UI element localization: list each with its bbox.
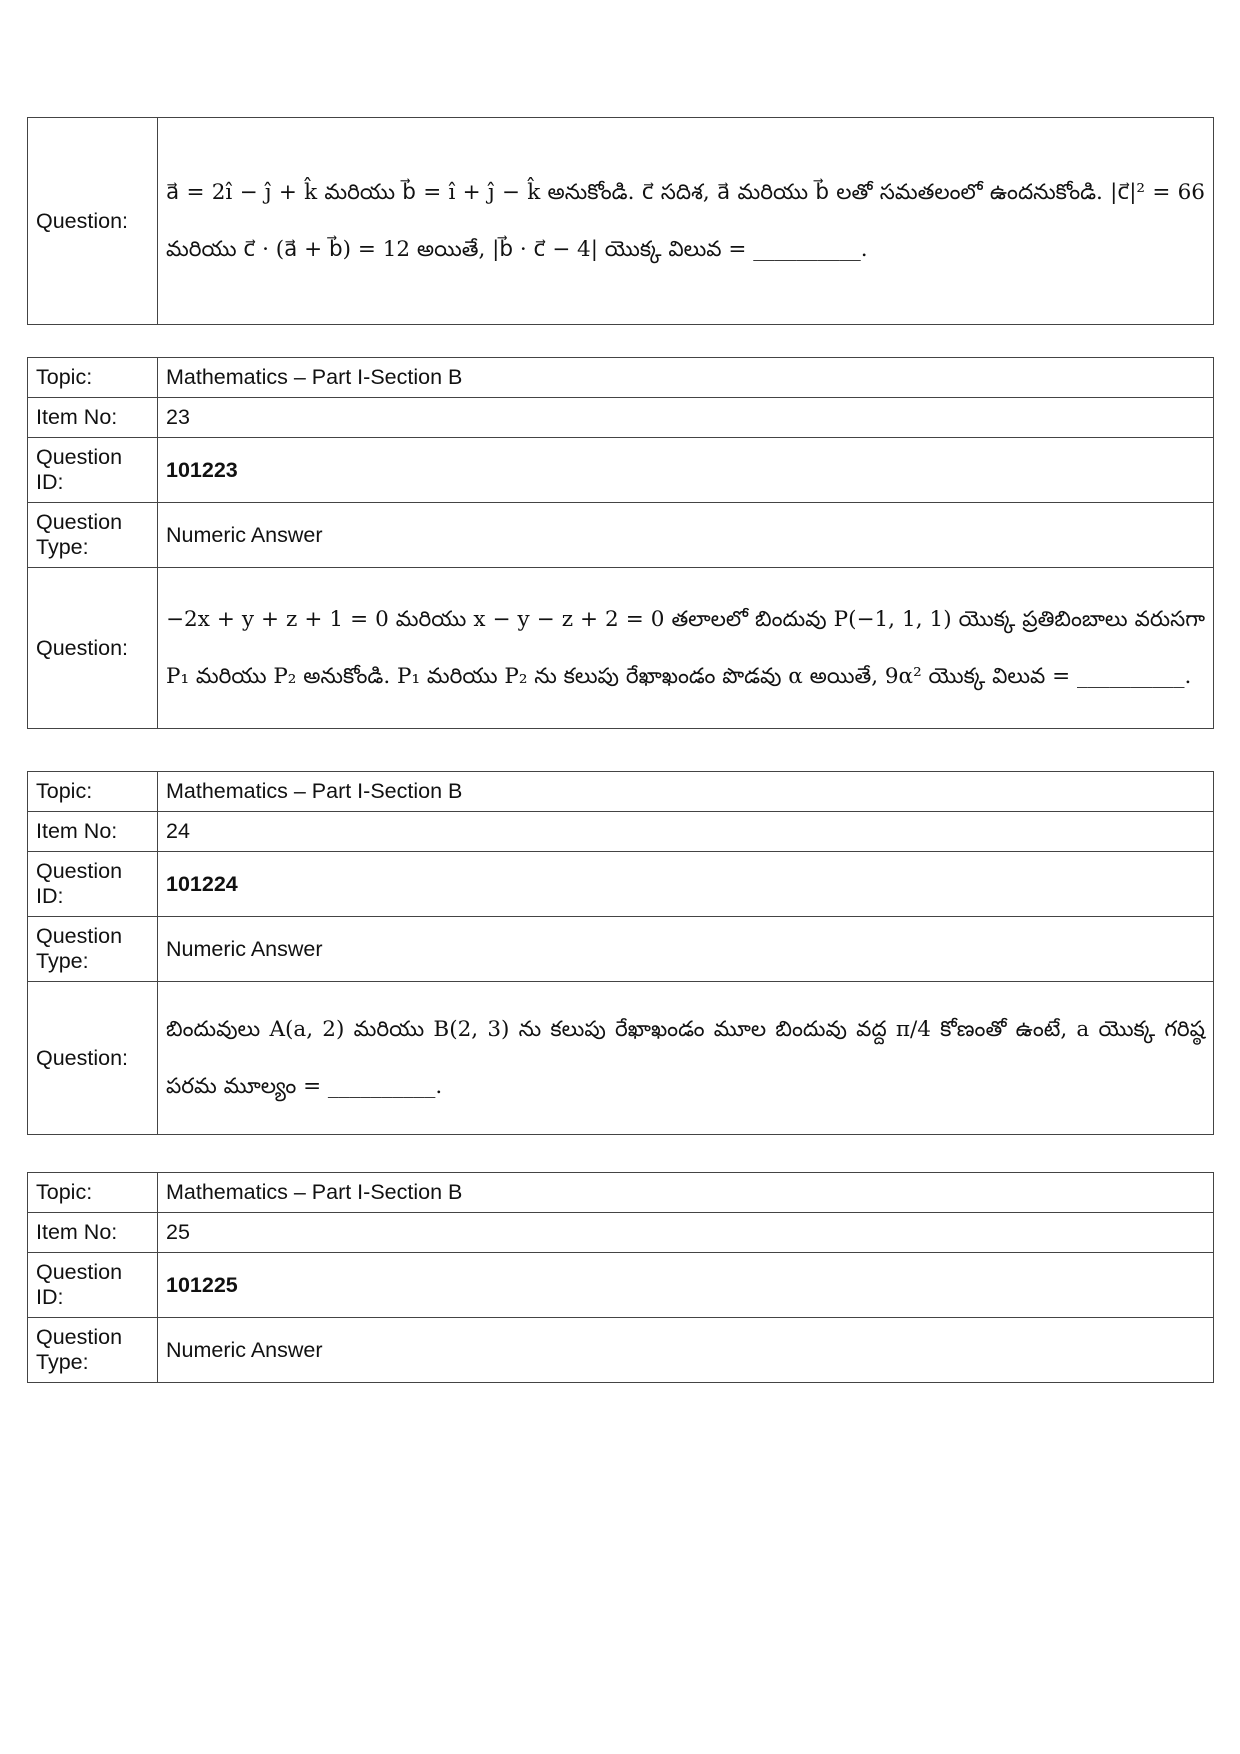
question-block-23 xyxy=(27,357,1214,729)
question-type-value: Numeric Answer xyxy=(158,503,1214,568)
question-type-row xyxy=(28,917,1214,982)
question-type-label: Question Type: xyxy=(28,503,158,568)
question-id-row xyxy=(28,1253,1214,1318)
question-block-24 xyxy=(27,771,1214,1135)
item-no-label: Item No: xyxy=(28,398,158,438)
question-label: Question: xyxy=(28,118,158,325)
question-id-row xyxy=(28,852,1214,917)
question-type-label: Question Type: xyxy=(28,1318,158,1383)
item-no-row xyxy=(28,812,1214,852)
item-no-value: 23 xyxy=(158,398,1214,438)
question-text: బిందువులు A(a, 2) మరియు B(2, 3) ను కలుపు రేఖాఖండం మూల బిందువు వద్ద π/4 కోణంతో ఉంటే, a యొక్క గరిష్ఠ పరమ మూల్యం = __________. xyxy=(158,982,1214,1135)
question-id-label: Question ID: xyxy=(28,852,158,917)
topic-value: Mathematics – Part I-Section B xyxy=(158,1173,1214,1213)
item-no-row xyxy=(28,398,1214,438)
question-block-prev xyxy=(27,117,1214,325)
question-id-label: Question ID: xyxy=(28,438,158,503)
item-no-label: Item No: xyxy=(28,812,158,852)
question-id-value: 101225 xyxy=(158,1253,1214,1318)
topic-label: Topic: xyxy=(28,358,158,398)
question-id-row xyxy=(28,438,1214,503)
question-row xyxy=(28,568,1214,729)
question-type-label: Question Type: xyxy=(28,917,158,982)
question-text: −2x + y + z + 1 = 0 మరియు x − y − z + 2 = 0 తలాలలో బిందువు P(−1, 1, 1) యొక్క ప్రతిబింబాలు వరుసగా P₁ మరియు P₂ అనుకోండి. P₁ మరియు P₂ ను కలుపు రేఖాఖండం పొడవు α అయితే, 9α² యొక్క విలువ = __________. xyxy=(158,568,1214,729)
item-no-value: 25 xyxy=(158,1213,1214,1253)
item-no-value: 24 xyxy=(158,812,1214,852)
topic-value: Mathematics – Part I-Section B xyxy=(158,772,1214,812)
question-block-25 xyxy=(27,1172,1214,1383)
question-id-label: Question ID: xyxy=(28,1253,158,1318)
question-id-value: 101223 xyxy=(158,438,1214,503)
question-text: a⃗ = 2î − ĵ + k̂ మరియు b⃗ = î + ĵ − k̂ అనుకోండి. c⃗ సదిశ, a⃗ మరియు b⃗ లతో సమతలంలో ఉందనుకోండి. |c⃗|² = 66 మరియు c⃗ · (a⃗ + b⃗) = 12 అయితే, |b⃗ · c⃗ − 4| యొక్క విలువ = __________. xyxy=(158,118,1214,325)
topic-label: Topic: xyxy=(28,772,158,812)
question-label: Question: xyxy=(28,568,158,729)
question-row xyxy=(28,118,1214,325)
question-id-value: 101224 xyxy=(158,852,1214,917)
question-type-value: Numeric Answer xyxy=(158,1318,1214,1383)
topic-value: Mathematics – Part I-Section B xyxy=(158,358,1214,398)
topic-row xyxy=(28,772,1214,812)
item-no-label: Item No: xyxy=(28,1213,158,1253)
topic-label: Topic: xyxy=(28,1173,158,1213)
question-label: Question: xyxy=(28,982,158,1135)
question-type-value: Numeric Answer xyxy=(158,917,1214,982)
topic-row xyxy=(28,358,1214,398)
question-type-row xyxy=(28,503,1214,568)
item-no-row xyxy=(28,1213,1214,1253)
question-row xyxy=(28,982,1214,1135)
question-type-row xyxy=(28,1318,1214,1383)
topic-row xyxy=(28,1173,1214,1213)
